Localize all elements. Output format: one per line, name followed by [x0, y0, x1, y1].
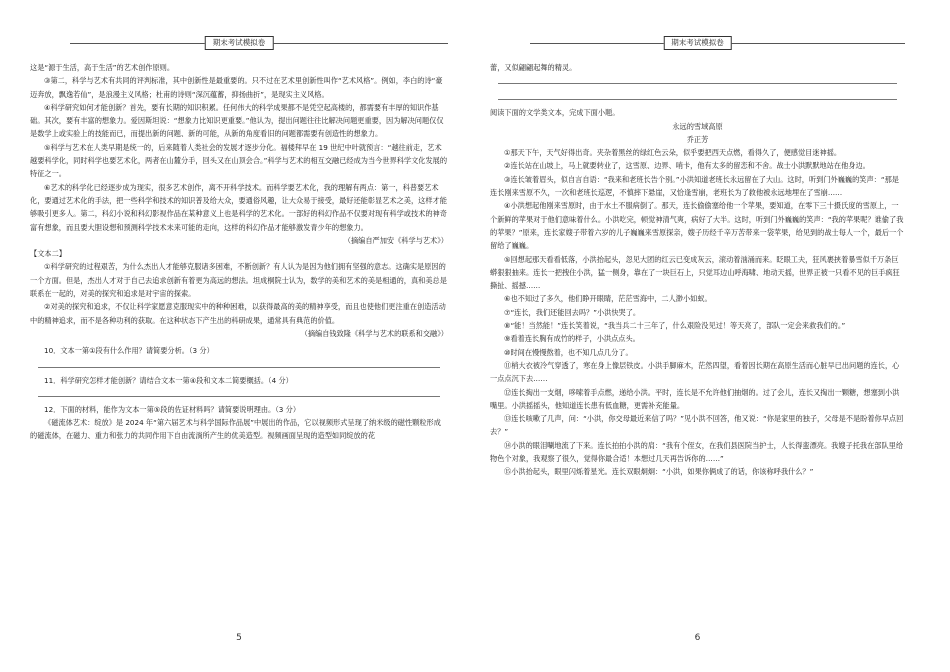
answer-line[interactable]	[38, 387, 440, 397]
page-body	[490, 61, 905, 479]
paragraph: ②对美的探究和追求，不仅让科学家愿意克服现实中的种种困难，以获得最高的美的精神享受，而且也使他们更注重在创造活动中的精神追求，而不是各种功利的获取。在这种状态下产生出的科研成果，通常具有典范的价值。	[30, 302, 446, 325]
answer-line[interactable]	[38, 358, 440, 368]
story-author: 乔正芳	[686, 134, 709, 144]
page-number: 6	[694, 633, 701, 643]
paragraph: ①那天下午，天气好得出奇。夹杂着黑丝的绿红色云朵，似乎要把西天点燃，看得久了，便感觉目迷神摇。	[504, 148, 842, 158]
paragraph: ⑬连长咳嗽了几声，问：“小洪，你交母最近来信了吗？”见小洪不回答，他又说：“你是家里的独子，父母是不是盼着你早点回去？”	[490, 414, 904, 437]
question-11: 11．科学研究怎样才能创新？请结合文本一第④段和文本二简要概括。（4 分）	[44, 375, 293, 385]
paragraph: ⑥艺术的科学化已经逐步成为现实，很多艺术创作，离不开科学技术。而科学要艺术化，我的理解有两点：第一，科普要艺术化，要通过艺术化的手法，把一些科学和技术的知识普及给大众，要通俗风趣，让大众易于接受，最好还能彰显艺术之美，这样才能够吸引更多人。第二，科幻小说和科幻影视作品在某种意义上也是科学的艺术化。一部好的科幻作品不仅要对现有科学或技术的神奇富有想象，而且要大胆设想和预测科学技术未来可能的走向，这样的科幻作品才能够激发青少年的想象力。	[30, 182, 447, 232]
paragraph: ⑭小洪的眼泪唰地流了下来。连长拍拍小洪的肩：“我有个侄女，在我们县医院当护士，人长得蛮漂亮。我嫂子托我在部队里给物色个对象，我观察了很久，觉得你最合适！本想过几天再告诉你的……”	[490, 440, 904, 464]
paragraph: ②连长站在山坡上，马上就要转业了，这雪原、边界、哨卡，他有太多的留恋和不舍。战士小洪默默地站在他身边。	[504, 161, 870, 171]
paragraph: ⑦“连长，我们还能回去吗？”小洪快哭了。	[504, 307, 641, 317]
paragraph: ⑨看着连长胸有成竹的样子，小洪点点头。	[504, 334, 640, 344]
header-title: 期末考试模拟卷	[205, 36, 274, 50]
page-number: 5	[236, 633, 242, 643]
paragraph: ⑤回想起那天看看低落，小洪抬起头，忽见大团的红云已变成灰云，滚动着汹涌而来。眨眼工夫，狂风裹挟着暴雪似千万条巨蟒狠狠抽来。连长一把拽住小洪，猛一侧身，靠在了一块巨石上，只觉耳边山呼海啸、地动天摇，世界正被一只看不见的巨手疯狂撕扯、摇撼……	[490, 254, 900, 291]
source-citation: （摘编自严加安《科学与艺术》）	[343, 235, 448, 245]
paragraph: ③连长皱着眉头，似自言自语：“我来和老班长告个别。”小洪知道老班长永远留在了大山。这时，听到门外巍巍的笑声：“那是连长刚来雪原不久，一次和老班长巡逻，不慎摔下悬崖，又恰逢雪崩，老班长为了救他被永远地埋在了雪崩……	[490, 174, 899, 198]
paragraph: ④科学研究如何才能创新？首先，要有长期的知识积累。任何伟大的科学成果都不是凭空起高楼的，都需要有丰厚的知识作基础。其次，要有丰富的想象力。爱因斯坦说：“想象力比知识更重要。”他认为，提出问题往往比解决问题更重要，因为解决问题仅仅是数学上或实验上的技能而已，而提出新的问题、新的可能，从新的角度看旧的问题都需要有创造性的想象力。	[30, 102, 444, 139]
answer-line[interactable]	[498, 90, 897, 100]
paragraph: 蕾，又似翩翩起舞的精灵。	[490, 63, 577, 72]
paragraph: ③第二，科学与艺术有共同的评判标准，其中创新性是最重要的。只不过在艺术里创新性叫作“艺术风格”。例如，李白的诗“豪迈奔放，飘逸若仙”，是浪漫主义风格；杜甫的诗则“深沉蕴蓄，抑扬曲折”，是现实主义风格。	[30, 76, 443, 99]
section-heading: 【文本二】	[30, 249, 66, 259]
paragraph: ⑥也不知过了多久，他们睁开眼睛，茫茫雪海中，二人渺小如蚁。	[504, 294, 712, 304]
paragraph: ⑮小洪抬起头，眼里闪烁着星光。连长双眼炯炯：“小洪，如果你俩成了的话，你该称呼我什么？”	[504, 467, 814, 477]
header-title: 期末考试模拟卷	[663, 36, 732, 50]
answer-line[interactable]	[498, 74, 897, 84]
paragraph: ⑩时间在慢慢熬着，也不知几点几分了。	[504, 347, 633, 357]
left-page	[30, 0, 448, 672]
paragraph: ⑪梢大衣被冷气穿透了，寒在身上像层铁皮。小洪手脚麻木，茫然四望，看着因长期在高原生活而心脏早已出问题的连长，心一点点沉下去……	[490, 360, 900, 384]
paragraph: ⑤科学与艺术在人类早期是统一的，后来随着人类社会的发展才逐步分化。福楼拜早在 19 世纪中叶就预言：“越往前走，艺术越要科学化，同时科学也要艺术化，两者在山麓分手，回头又在山顶会合。”科学与艺术的相互交融已经成为当今世界科学文化发展的特征之一。	[30, 142, 448, 179]
page-body	[30, 61, 448, 443]
story-title: 永远的雪域高原	[672, 121, 723, 131]
paragraph: ①科学研究的过程艰苦，为什么杰出人才能够克服诸多困难，不断创新？有人认为是因为他们拥有坚强的意志。这确实是原因的一个方面。但是，杰出人才对于自己去追求创新有着更为高远的想法。坦成桐院士认为，数学的美和艺术的美是相通的，真和美总是联系在一起的，对美的探究和追求是对宇宙的探索。	[30, 262, 447, 299]
question-10: 10．文本一第①段有什么作用？请简要分析。（3 分）	[44, 346, 214, 356]
question-12: 12．下面的材料，能作为文本一第⑤段的佐证材料吗？请简要说明理由。（3 分）	[44, 404, 301, 414]
paragraph: 《磁流体艺术：绽放》是 2024 年“第六届艺术与科学国际作品展”中展出的作品，它以视频形式呈现了纳米级的磁性颗粒形成的磁流体，在磁力、重力和张力的共同作用下自由流淌所产生的优美造型。视频画面呈现的造型如同绽放的花	[30, 418, 441, 441]
paragraph: ⑫连长掏出一支烟，哆嗦着手点燃，递给小洪。平时，连长是不允许他们抽烟的。过了会儿，连长又掏出一颗糖，想塞到小洪嘴里。小洪摇摇头，他知道连长患有低血糖，更需补充能量。	[490, 387, 900, 410]
paragraph: ④小洪想起他刚来雪原时，由于水土不服病倒了。那天，连长偷偷塞给他一个苹果，要知道，在零下三十摄氏度的雪原上，一个新鲜的苹果对于他们意味着什么。小洪吃完，顿觉神清气爽，病好了大半。这时，听到门外巍巍的笑声：“我的苹果呢？谁偷了我的苹果？”原来，连长家嫂子带着六岁的儿子巍巍来雪原探亲，嫂子历经千辛万苦带来一袋苹果，给见到的战士每人一个，最后一个留给了巍巍。	[490, 201, 904, 251]
paragraph: 这是“源于生活，高于生活”的艺术创作原则。	[30, 63, 175, 72]
right-page	[490, 0, 905, 672]
paragraph: ⑧“能！当然能！”连长笑着说，“我当兵二十三年了，什么艰险没见过！等天亮了，部队一定会来救我们的。”	[504, 321, 846, 331]
reading-instruction: 阅读下面的文学类文本，完成下面小题。	[490, 108, 620, 118]
source-citation: （摘编自钱致隆《科学与艺术的联系和交融》）	[300, 328, 448, 338]
page-header	[30, 36, 448, 50]
page-header	[490, 36, 905, 50]
